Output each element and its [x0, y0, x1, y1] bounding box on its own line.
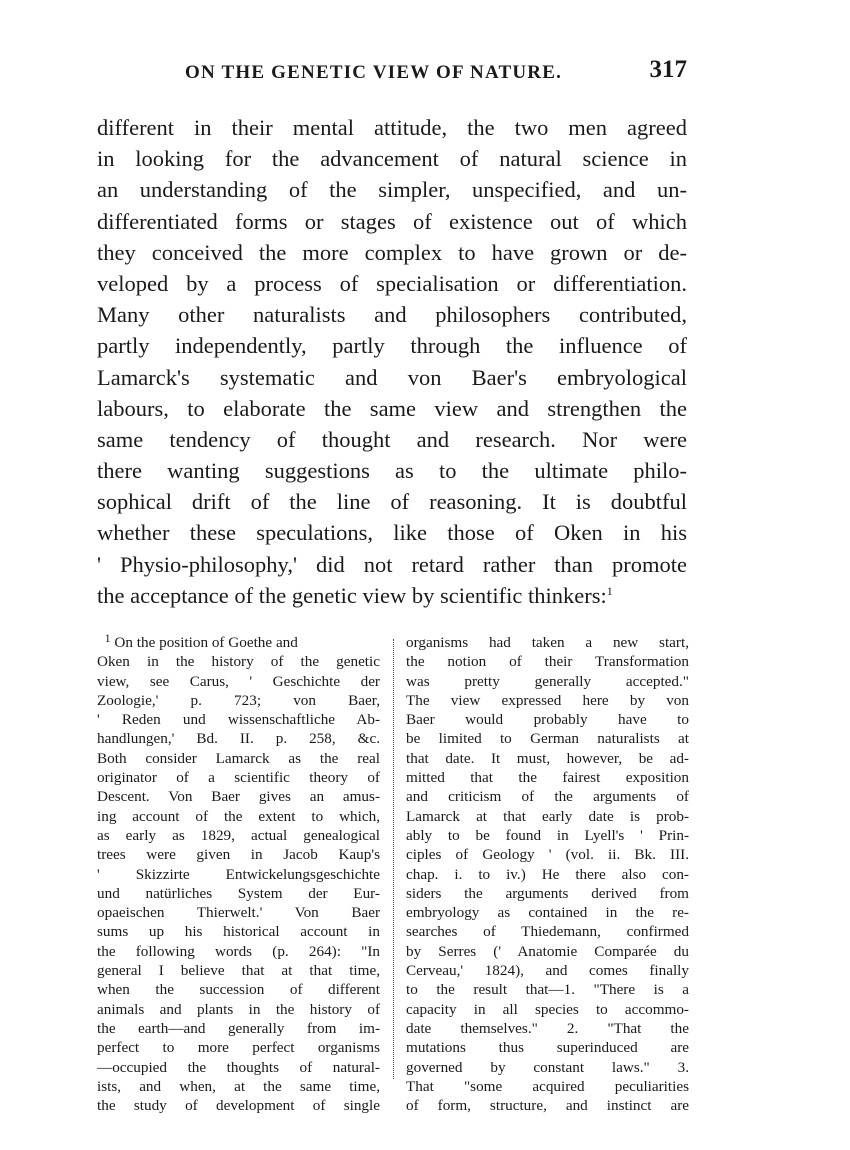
footnote-line: that date. It must, however, be ad-: [406, 749, 689, 767]
body-line: in looking for the advancement of natural science in: [97, 146, 687, 172]
footnote-line: and criticism of the arguments of: [406, 788, 689, 806]
footnote-line: mitted that the fairest exposition: [406, 769, 689, 787]
body-line: ' Physio-philosophy,' did not retard rather than promote: [97, 551, 687, 577]
footnote-line: sums up his historical account in: [97, 923, 380, 941]
body-line: partly independently, partly through the influence of: [97, 333, 687, 359]
footnote-line: mutations thus superinduced are: [406, 1039, 689, 1057]
footnote-column-right: [406, 633, 689, 1115]
footnote-line: ing account of the extent to which,: [97, 807, 380, 825]
body-line: veloped by a process of specialisation or differentiation.: [97, 270, 687, 296]
footnote-line: Cerveau,' 1824), and comes finally: [406, 962, 689, 980]
footnote-line: the earth—and generally from im-: [97, 1019, 380, 1037]
footnote-line: ists, and when, at the same time,: [97, 1077, 380, 1095]
body-line: Lamarck's systematic and von Baer's embryological: [97, 364, 687, 390]
footnote-line: Descent. Von Baer gives an amus-: [97, 788, 380, 806]
body-line: sophical drift of the line of reasoning. It is doubtful: [97, 489, 687, 515]
body-line: differentiated forms or stages of existence out of which: [97, 208, 687, 234]
footnote-line: general I believe that at that time,: [97, 962, 380, 980]
footnote-line: Lamarck at that early date is prob-: [406, 807, 689, 825]
page-number: 317: [649, 56, 687, 83]
footnote-line: view, see Carus, ' Geschichte der: [97, 672, 380, 690]
footnote-line: as early as 1829, actual genealogical: [97, 826, 380, 844]
footnote-line: opaeischen Thierwelt.' Von Baer: [97, 904, 380, 922]
footnote-line: und natürliches System der Eur-: [97, 884, 380, 902]
body-line-last: [97, 580, 687, 611]
footnote-line: chap. i. to iv.) He there also con-: [406, 865, 689, 883]
running-title: ON THE GENETIC VIEW OF NATURE.: [185, 62, 563, 83]
running-head: [97, 56, 687, 92]
footnote-line: the notion of their Transformation: [406, 653, 689, 671]
footnote-reference: 1: [606, 583, 613, 598]
body-line-text: the acceptance of the genetic view by scientific thinkers:: [97, 582, 607, 608]
footnote-line: ' Reden und wissenschaftliche Ab-: [97, 711, 380, 729]
footnote-line: the following words (p. 264): "In: [97, 942, 380, 960]
footnote-line: The view expressed here by von: [406, 691, 689, 709]
footnote-line: governed by constant laws." 3.: [406, 1058, 689, 1076]
footnote-line: capacity in all species to accommo-: [406, 1000, 689, 1018]
footnote-line: was pretty generally accepted.": [406, 672, 689, 690]
footnote-column-left: [97, 633, 380, 1115]
body-line: there wanting suggestions as to the ultimate philo-: [97, 458, 687, 484]
footnote-line: ' Skizzirte Entwickelungsgeschichte: [97, 865, 380, 883]
body-line: same tendency of thought and research. Nor were: [97, 426, 687, 452]
body-line: they conceived the more complex to have grown or de-: [97, 239, 687, 265]
column-divider: [393, 639, 394, 1079]
footnote-line: date themselves." 2. "That the: [406, 1019, 689, 1037]
footnote-line-text: On the position of Goethe and: [110, 634, 298, 651]
footnote-line: —occupied the thoughts of natural-: [97, 1058, 380, 1076]
footnote-line: [97, 633, 380, 652]
footnote-line: handlungen,' Bd. II. p. 258, &c.: [97, 730, 380, 748]
footnote-line: animals and plants in the history of: [97, 1000, 380, 1018]
footnote-line: That "some acquired peculiarities: [406, 1077, 689, 1095]
footnote-line: the study of development of single: [97, 1097, 380, 1115]
body-line: whether these speculations, like those of Oken in his: [97, 520, 687, 546]
footnote-line: ciples of Geology ' (vol. ii. Bk. III.: [406, 846, 689, 864]
footnote-line: when the succession of different: [97, 981, 380, 999]
footnote-line: Both consider Lamarck as the real: [97, 749, 380, 767]
footnote-line: to the result that—1. "There is a: [406, 981, 689, 999]
footnote-line: Oken in the history of the genetic: [97, 653, 380, 671]
body-line: Many other naturalists and philosophers contributed,: [97, 302, 687, 328]
footnote-marker: 1: [104, 631, 111, 645]
body-line: an understanding of the simpler, unspecified, and un-: [97, 177, 687, 203]
footnote-line: of form, structure, and instinct are: [406, 1097, 689, 1115]
footnote-line: originator of a scientific theory of: [97, 769, 380, 787]
footnote-line: perfect to more perfect organisms: [97, 1039, 380, 1057]
footnote-line: by Serres (' Anatomie Comparée du: [406, 942, 689, 960]
footnote-line: siders the arguments derived from: [406, 884, 689, 902]
footnote-line: trees were given in Jacob Kaup's: [97, 846, 380, 864]
footnote-line: organisms had taken a new start,: [406, 634, 689, 651]
body-line: different in their mental attitude, the two men agreed: [97, 115, 687, 140]
footnote-line: Zoologie,' p. 723; von Baer,: [97, 691, 380, 709]
footnote-line: be limited to German naturalists at: [406, 730, 689, 748]
body-line: labours, to elaborate the same view and strengthen the: [97, 395, 687, 421]
footnotes: [97, 631, 689, 1115]
footnote-line: ably to be found in Lyell's ' Prin-: [406, 826, 689, 844]
main-text: [97, 112, 687, 611]
footnote-line: embryology as contained in the re-: [406, 904, 689, 922]
footnote-line: Baer would probably have to: [406, 711, 689, 729]
footnote-line: searches of Thiedemann, confirmed: [406, 923, 689, 941]
